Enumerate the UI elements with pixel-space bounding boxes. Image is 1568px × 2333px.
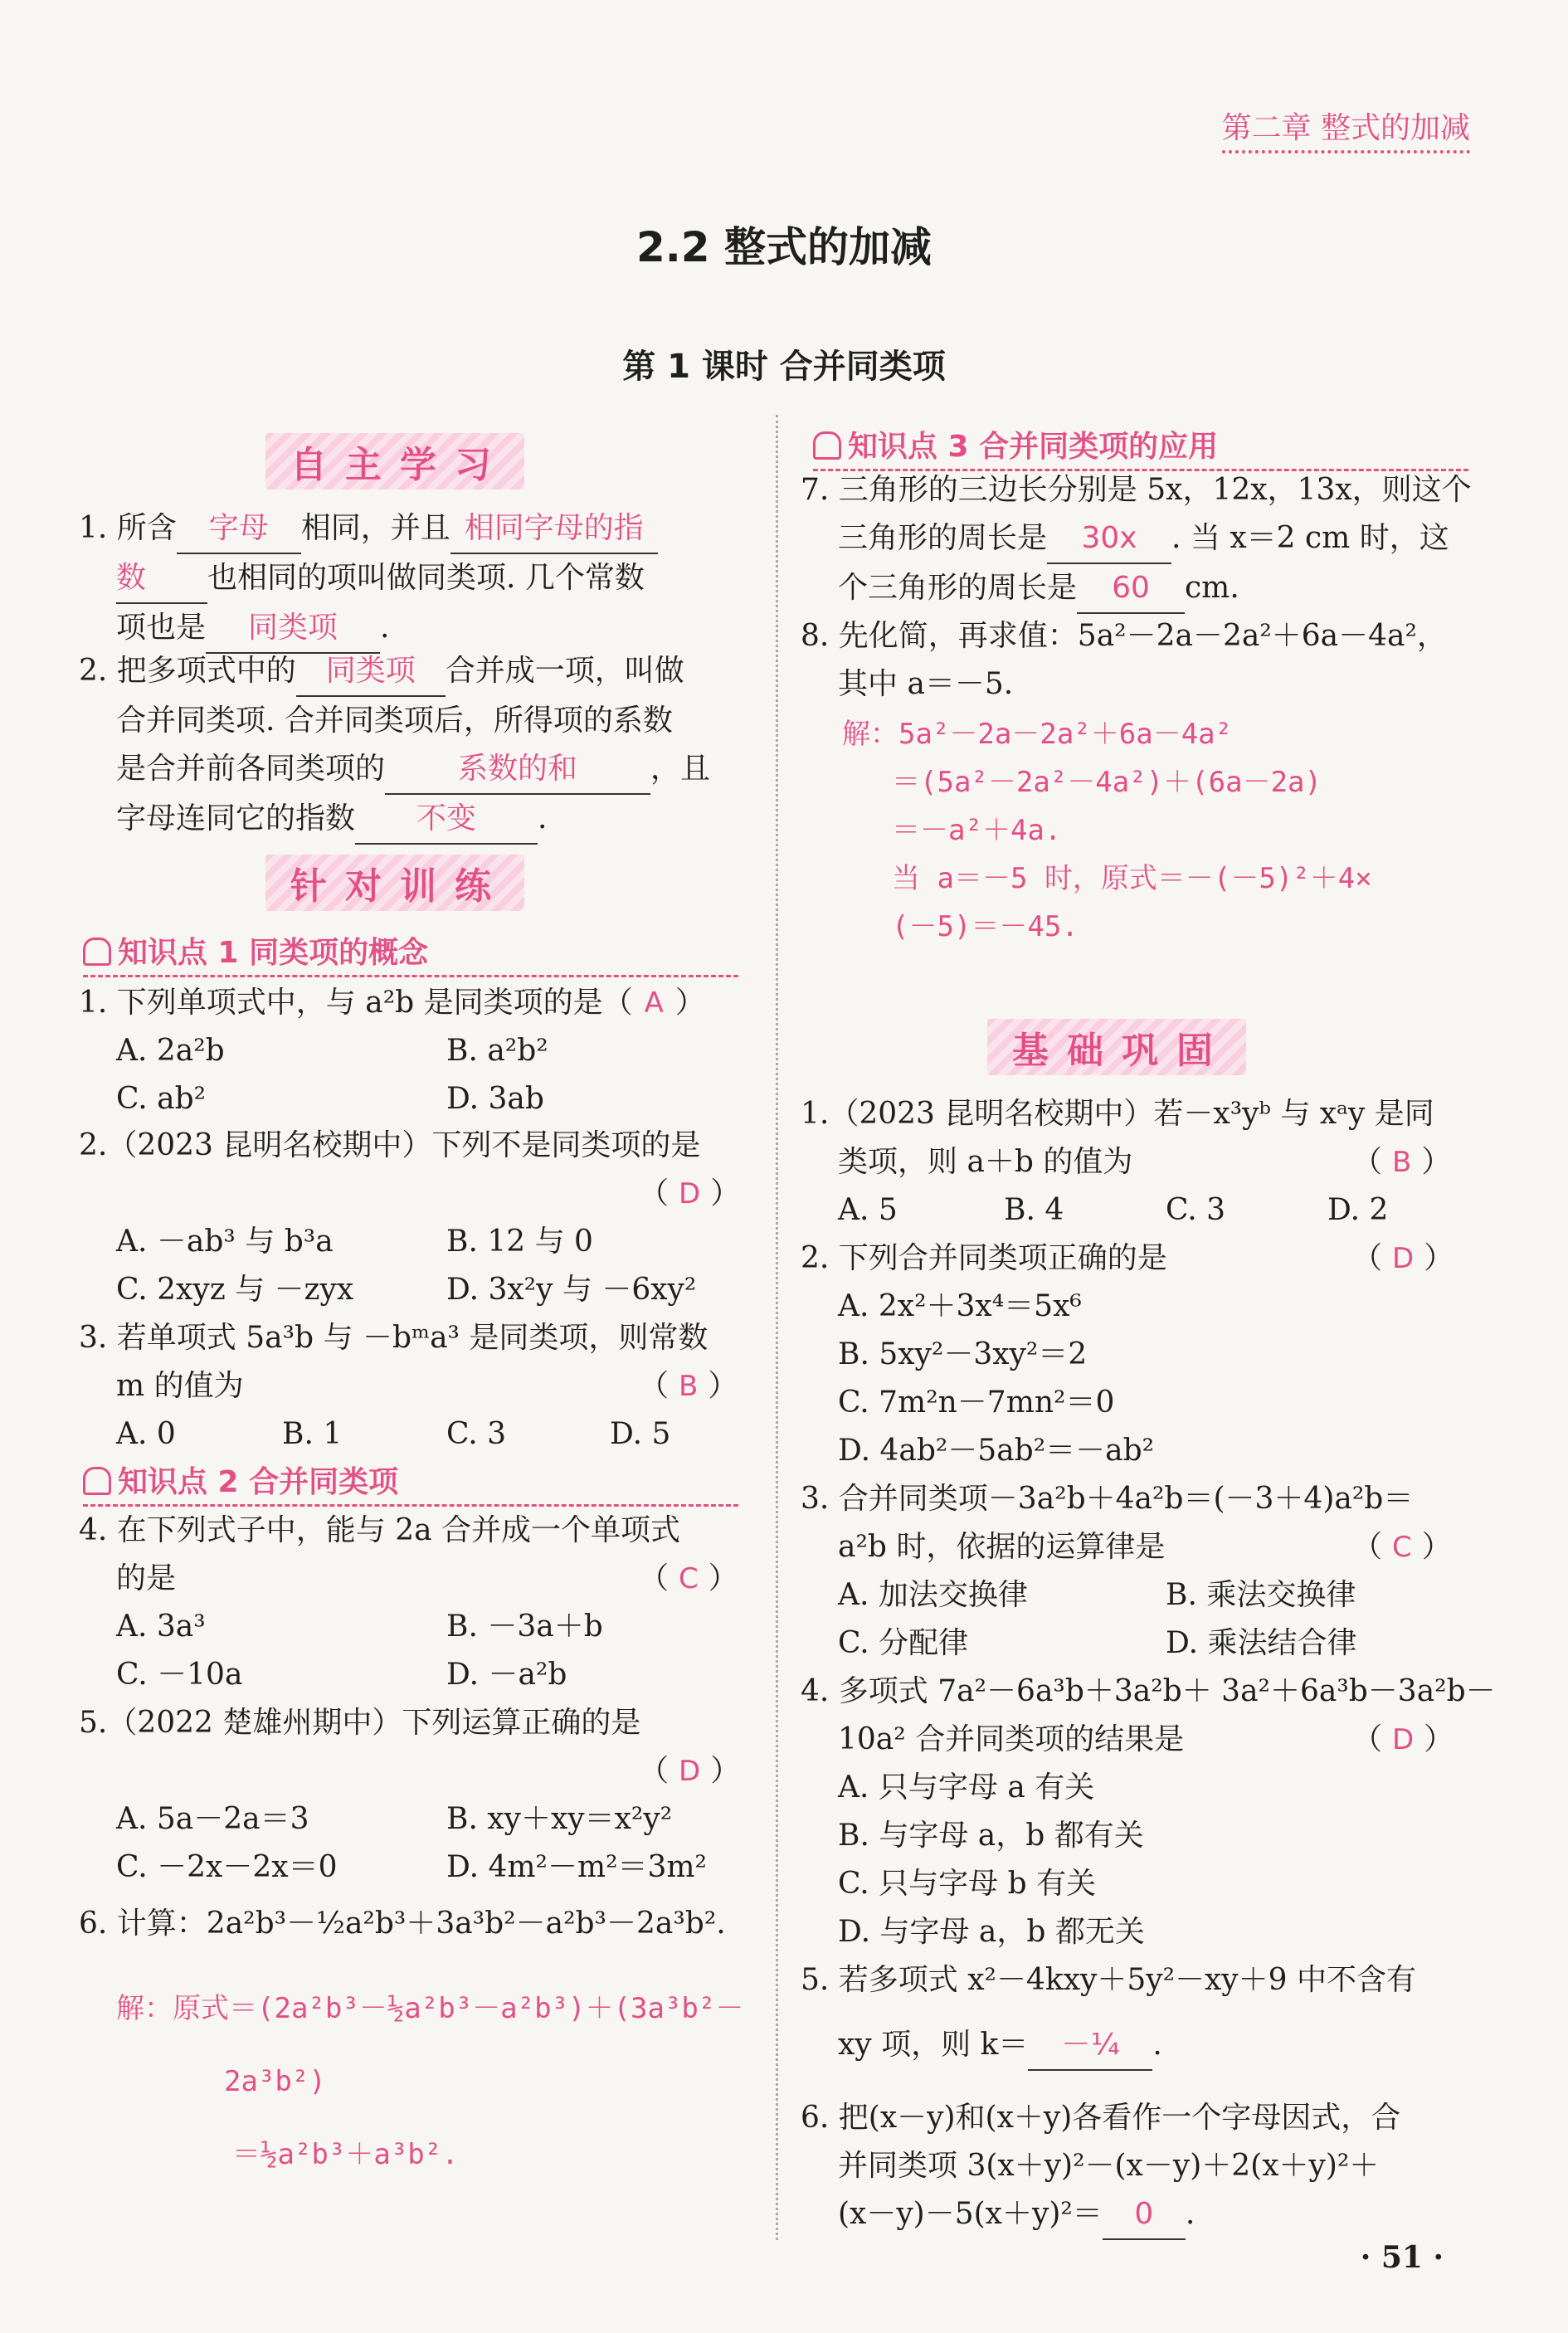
solution-line: ＝½a²b³＋a³b².	[232, 2138, 459, 2171]
option: A. 0	[116, 1417, 176, 1451]
text: .	[538, 801, 548, 835]
bracket: ）	[674, 986, 705, 1020]
option: A. 2a²b	[116, 1034, 225, 1068]
stem: 1. 下列单项式中，与 a²b 是同类项的是（	[79, 986, 633, 1020]
answer-blank: 字母	[177, 504, 301, 554]
answer-blank: 不变	[355, 795, 538, 845]
stem: m 的值为	[116, 1369, 244, 1403]
text: 也相同的项叫做同类项. 几个常数	[207, 561, 645, 595]
kp2-title	[83, 1459, 738, 1507]
option: D. 与字母 a，b 都无关	[838, 1915, 1145, 1949]
option: D. －a²b	[446, 1658, 567, 1692]
text: 1. 所含	[79, 511, 177, 545]
answer-bracket: （ C ）	[639, 1561, 738, 1595]
text: 合并成一项，叫做	[445, 654, 684, 688]
text: .	[380, 611, 390, 645]
answer-blank: 相同字母的指	[450, 504, 658, 554]
stem: .	[1152, 2028, 1162, 2062]
answer: B	[679, 1370, 699, 1403]
stem: 的是	[116, 1561, 177, 1595]
solution-line: (－5)＝－45.	[892, 910, 1079, 943]
kp2-q5: 5.（2022 楚雄州期中）下列运算正确的是	[79, 1706, 641, 1740]
solution-line: 解：5a²－2a－2a²＋6a－4a²	[842, 718, 1233, 751]
option: C. 7m²n－7mn²＝0	[838, 1386, 1115, 1420]
kp-label: 知识点 1 同类项的概念	[118, 936, 429, 970]
stem: cm.	[1185, 571, 1239, 605]
stem: .	[1185, 2197, 1195, 2231]
answer-blank: 数	[116, 554, 207, 604]
option: B. 5xy²－3xy²＝2	[838, 1337, 1088, 1371]
kp-label: 知识点 2 合并同类项	[118, 1465, 399, 1499]
solution-line: ＝(5a²－2a²－4a²)＋(6a－2a)	[892, 766, 1322, 799]
solution-line: 解：原式＝(2a²b³－½a²b³－a²b³)＋(3a³b²－	[116, 1992, 744, 2025]
option: D. 4ab²－5ab²＝－ab²	[838, 1434, 1155, 1468]
option: C. 3	[446, 1417, 507, 1451]
answer: B	[1392, 1146, 1412, 1179]
section-title: 2.2 整式的加减	[636, 223, 932, 271]
option: D. 3x²y 与 －6xy²	[446, 1273, 697, 1307]
answer: C	[679, 1562, 699, 1595]
option: A. 5a－2a＝3	[116, 1802, 309, 1836]
answer-bracket: （ D ）	[1352, 1241, 1454, 1275]
bell-icon	[83, 1467, 111, 1495]
answer-blank: 系数的和	[385, 745, 650, 795]
stem: 5. 若多项式 x²－4kxy＋5y²－xy＋9 中不含有	[801, 1963, 1416, 1997]
answer-blank: 同类项	[296, 647, 446, 697]
stem: 10a² 合并同类项的结果是	[838, 1722, 1185, 1756]
kp2-q6: 6. 计算：2a²b³－½a²b³＋3a³b²－a²b³－2a³b².	[79, 1907, 726, 1941]
option: B. 12 与 0	[446, 1225, 593, 1259]
stem: xy 项，则 k＝	[838, 2028, 1029, 2062]
text: 合并同类项. 合并同类项后，所得项的系数	[116, 704, 673, 738]
stem: 三角形的周长是	[838, 521, 1048, 555]
answer: A	[644, 986, 664, 1020]
bell-icon	[83, 938, 111, 966]
lesson-title: 第 1 课时 合并同类项	[622, 348, 946, 386]
option: A. 加法交换律	[838, 1578, 1028, 1612]
stem: 类项，则 a＋b 的值为	[838, 1145, 1133, 1179]
answer-blank: 0	[1103, 2190, 1186, 2240]
solution-line: ＝－a²＋4a.	[892, 814, 1062, 847]
kp1-q2: 2.（2023 昆明名校期中）下列不是同类项的是	[79, 1128, 701, 1162]
text: ，且	[650, 752, 711, 786]
option: A. 5	[838, 1193, 898, 1227]
stem: 8. 先化简，再求值：5a²－2a－2a²＋6a－4a²，	[801, 619, 1447, 653]
answer-bracket: （ B ）	[1352, 1145, 1452, 1179]
stem: 4. 在下列式子中，能与 2a 合并成一个单项式	[79, 1513, 681, 1547]
option: C. ab²	[116, 1082, 207, 1116]
solution-line: 2a³b²)	[224, 2065, 326, 2098]
text: 是合并前各同类项的	[116, 752, 386, 786]
answer: C	[1392, 1531, 1412, 1564]
stem: 并同类项 3(x＋y)²－(x－y)＋2(x＋y)²＋	[838, 2149, 1380, 2183]
text: 相同，并且	[300, 511, 450, 545]
answer: D	[679, 1755, 701, 1788]
text: 字母连同它的指数	[116, 801, 356, 835]
option: B. 4	[1004, 1193, 1064, 1227]
answer: D	[1392, 1723, 1415, 1756]
answer-blank: －¼	[1028, 2021, 1152, 2071]
answer-bracket: （ D ）	[639, 1754, 741, 1788]
banner-targeted: 针对训练	[265, 855, 524, 911]
option: C. 3	[1166, 1193, 1226, 1227]
kp3-q7	[801, 466, 1489, 614]
solution-line: 当 a＝－5 时，原式＝－(－5)²＋4×	[892, 862, 1372, 895]
answer: D	[1392, 1242, 1415, 1275]
answer-bracket: （ B ）	[639, 1369, 738, 1403]
stem: 3. 若单项式 5a³b 与 －bᵐa³ 是同类项，则常数	[79, 1321, 709, 1355]
option: C. 只与字母 b 有关	[838, 1867, 1097, 1901]
stem: 6. 把(x－y)和(x＋y)各看作一个字母因式，合	[801, 2101, 1401, 2135]
option: A. 只与字母 a 有关	[838, 1770, 1095, 1805]
stem: 1.（2023 昆明名校期中）若－x³yᵇ 与 xᵃy 是同	[801, 1097, 1434, 1131]
stem: 4. 多项式 7a²－6a³b＋3a²b＋ 3a²＋6a³b－3a²b－	[801, 1674, 1496, 1708]
option: A. 2x²＋3x⁴＝5x⁶	[838, 1289, 1082, 1323]
option: D. 5	[610, 1417, 671, 1451]
answer-blank: 同类项	[206, 604, 380, 654]
option: B. a²b²	[446, 1034, 548, 1068]
option: B. xy＋xy＝x²y²	[446, 1802, 673, 1836]
kp-label: 知识点 3 合并同类项的应用	[848, 430, 1219, 464]
stem: 7. 三角形的三边长分别是 5x，12x，13x，则这个	[801, 473, 1472, 507]
option: B. 乘法交换律	[1166, 1578, 1356, 1612]
stem: 3. 合并同类项－3a²b＋4a²b＝(－3＋4)a²b＝	[801, 1482, 1414, 1516]
basic-q6	[801, 2094, 1514, 2240]
basic-q2: 2. 下列合并同类项正确的是	[801, 1241, 1167, 1275]
kp3-q8	[801, 612, 1489, 709]
stem: 个三角形的周长是	[838, 571, 1078, 605]
answer-bracket: （ D ）	[639, 1176, 741, 1210]
option: C. －10a	[116, 1658, 243, 1692]
stem: a²b 时，依据的运算律是	[838, 1530, 1166, 1564]
basic-q5-line2	[838, 2021, 1162, 2071]
option: A. －ab³ 与 b³a	[116, 1225, 334, 1259]
kp3-title	[813, 423, 1468, 471]
answer-bracket: （ D ）	[1352, 1722, 1454, 1756]
option: C. －2x－2x＝0	[116, 1850, 338, 1884]
option: C. 2xyz 与 －zyx	[116, 1273, 354, 1307]
text: 2. 把多项式中的	[79, 654, 296, 688]
kp1-title	[83, 929, 738, 977]
column-divider	[776, 415, 778, 2240]
answer-blank: 60	[1077, 564, 1185, 614]
option: D. 3ab	[446, 1082, 544, 1116]
answer: D	[679, 1177, 701, 1210]
banner-basic: 基础巩固	[987, 1019, 1246, 1075]
answer-bracket: （ C ）	[1352, 1530, 1452, 1564]
stem: 其中 a＝－5.	[838, 667, 1014, 701]
option: B. 与字母 a，b 都有关	[838, 1819, 1144, 1853]
bell-icon	[813, 431, 841, 460]
option: A. 3a³	[116, 1610, 206, 1644]
stem: (x－y)－5(x＋y)²＝	[838, 2197, 1103, 2231]
kp1-q1	[79, 979, 743, 1027]
banner-self-study: 自主学习	[265, 433, 524, 489]
option: C. 分配律	[838, 1626, 969, 1660]
text: 项也是	[116, 611, 207, 645]
option: D. 2	[1327, 1193, 1389, 1227]
option: D. 4m²－m²＝3m²	[446, 1850, 707, 1884]
page-number: · 51 ·	[1360, 2240, 1444, 2275]
chapter-header: 第二章 整式的加减	[1222, 105, 1470, 153]
stem: . 当 x＝2 cm 时，这	[1171, 521, 1449, 555]
answer-blank: 30x	[1047, 514, 1171, 564]
option: B. 1	[282, 1417, 343, 1451]
self-study-q2	[79, 647, 751, 845]
option: B. －3a＋b	[446, 1610, 603, 1644]
self-study-q1	[79, 504, 743, 654]
basic-q5	[801, 1956, 1489, 2004]
option: D. 乘法结合律	[1166, 1626, 1357, 1660]
